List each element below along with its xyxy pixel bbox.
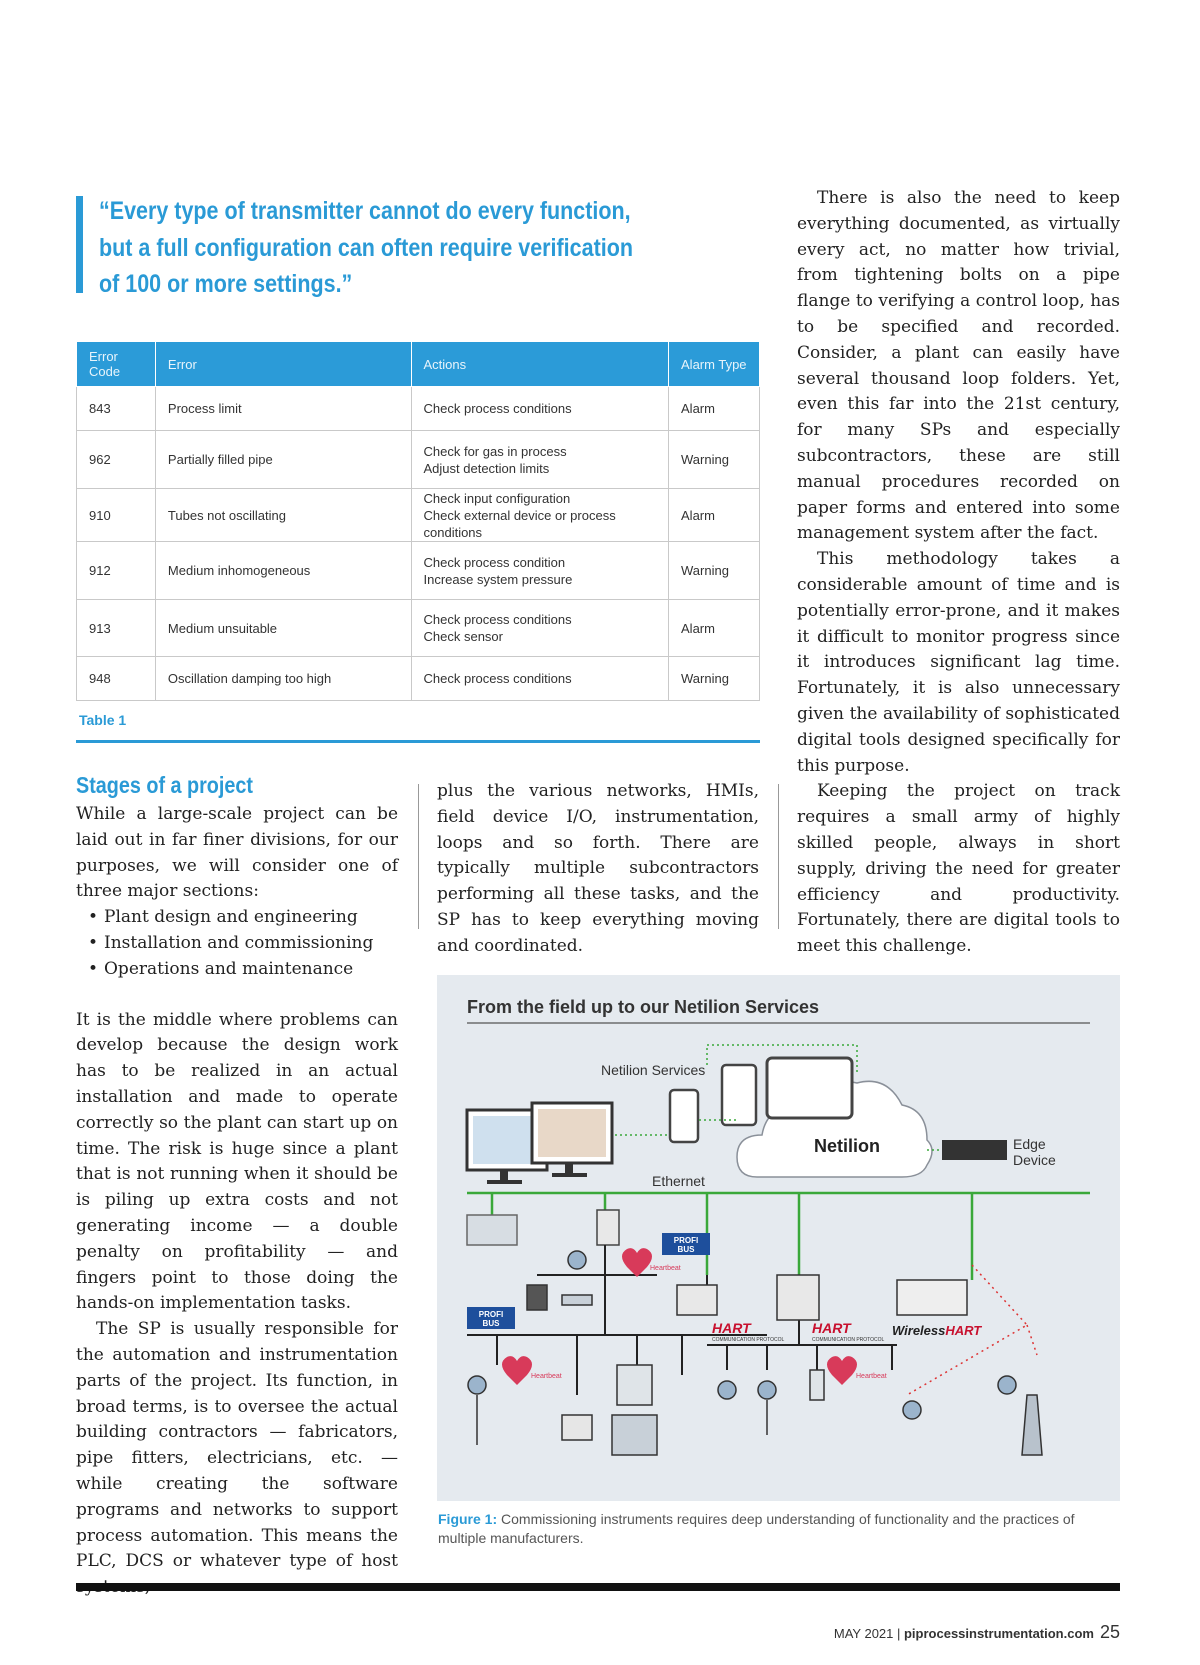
footer-website: piprocessinstrumentation.com xyxy=(903,1626,1094,1641)
wirelesshart-text xyxy=(892,1323,982,1338)
heartbeat-logo xyxy=(502,1356,562,1385)
edge-device-label: Edge xyxy=(1013,1136,1046,1152)
actions-cell xyxy=(411,489,669,542)
heartbeat-text: Heartbeat xyxy=(531,1373,562,1380)
actions-cell xyxy=(411,431,669,489)
table-caption: Table 1 xyxy=(79,712,127,728)
io-module-icon xyxy=(677,1285,717,1315)
valve-actuator-icon xyxy=(617,1365,652,1405)
action-line: Check process conditions xyxy=(423,671,572,686)
error-cell: Medium inhomogeneous xyxy=(155,542,411,600)
netilion-services-label: Netilion Services xyxy=(601,1062,706,1078)
alarm-type-cell: Warning xyxy=(669,431,760,489)
error-code-cell: 962 xyxy=(77,431,156,489)
table-row xyxy=(77,431,760,489)
wireless-gateway-icon xyxy=(897,1280,967,1315)
pull-quote xyxy=(99,193,667,303)
table-row xyxy=(77,387,760,431)
error-code-cell: 948 xyxy=(77,657,156,701)
stages-list xyxy=(76,905,398,982)
actions-cell xyxy=(411,657,669,701)
heartbeat-text: Heartbeat xyxy=(856,1373,887,1380)
footer-rule xyxy=(76,1583,1120,1591)
actions-cell xyxy=(411,600,669,657)
error-cell: Tubes not oscillating xyxy=(155,489,411,542)
error-cell: Process limit xyxy=(155,387,411,431)
list-item: • Installation and commissioning xyxy=(88,931,398,957)
column-1 xyxy=(76,773,398,1601)
page-number: 25 xyxy=(1099,1622,1120,1642)
error-cell: Partially filled pipe xyxy=(155,431,411,489)
pull-quote-line: of 100 or more settings.” xyxy=(99,270,353,298)
hart-subtext: COMMUNICATION PROTOCOL xyxy=(812,1337,885,1343)
sensor-icon xyxy=(810,1370,824,1400)
figure-title: From the field up to our Netilion Services xyxy=(467,997,820,1017)
action-line: Check sensor xyxy=(423,629,503,644)
col-header-error-code: Error Code xyxy=(77,342,156,387)
transmitter-icon xyxy=(758,1381,776,1399)
col-header-error: Error xyxy=(155,342,411,387)
edge-device-icon xyxy=(942,1140,1007,1160)
hart-text: HART xyxy=(812,1320,851,1336)
column-3 xyxy=(797,186,1120,1060)
display-unit-icon xyxy=(562,1415,592,1440)
error-code-table xyxy=(76,341,760,701)
ethernet-drops xyxy=(492,1193,972,1285)
action-line: Adjust detection limits xyxy=(423,460,550,476)
action-line: Check process condition xyxy=(423,554,566,570)
paragraph: While a large-scale project can be laid out in far finer divisions, for our purposes, we will consider one of three major sections: xyxy=(76,804,398,902)
field-instruments xyxy=(468,1251,1042,1455)
transmitter-icon xyxy=(718,1381,736,1399)
pull-quote-line: but a full configuration can often require verification xyxy=(99,233,633,262)
table-header-row xyxy=(77,342,760,387)
pull-quote-line: “Every type of transmitter cannot do every function, xyxy=(99,197,631,225)
column-divider xyxy=(418,784,419,929)
hart-subtext: COMMUNICATION PROTOCOL xyxy=(712,1337,785,1343)
tablet-icon xyxy=(722,1065,756,1125)
list-item: • Plant design and engineering xyxy=(88,905,398,931)
section-heading-stages: Stages of a project xyxy=(76,772,253,798)
hart-gateway-icon xyxy=(777,1275,819,1320)
radar-level-icon xyxy=(1022,1395,1042,1455)
table-row xyxy=(77,542,760,600)
alarm-type-cell: Alarm xyxy=(669,489,760,542)
page-footer xyxy=(834,1622,1120,1643)
profibus-text: BUS xyxy=(677,1245,695,1254)
action-line: Check process conditions xyxy=(423,612,572,627)
profibus-logo xyxy=(662,1233,710,1255)
column-divider xyxy=(778,784,779,929)
action-line: Increase system pressure xyxy=(423,571,573,587)
transmitter-icon xyxy=(468,1376,486,1394)
heartbeat-text: Heartbeat xyxy=(650,1265,681,1272)
transmitter-icon xyxy=(998,1376,1016,1394)
transmitter-icon xyxy=(903,1401,921,1419)
heartbeat-logo xyxy=(827,1356,887,1385)
action-line: Check external device or process conditions xyxy=(423,507,616,540)
table-row xyxy=(77,657,760,701)
wirelesshart-text-part: HART xyxy=(945,1323,982,1338)
profibus-text: PROFI xyxy=(478,1310,504,1319)
gateway-icon xyxy=(597,1210,619,1245)
paragraph: This methodology takes a considerable amount of time and is potentially error-prone, and it makes it difficult to monitor progress since it introduces significant lag time. Fortunately, it is also unnecessary given the availability of sophisticated digital tools designed specifically for this purpose. xyxy=(797,549,1120,776)
list-item: • Operations and maintenance xyxy=(88,957,398,983)
table-rule xyxy=(76,740,760,743)
error-cell: Oscillation damping too high xyxy=(155,657,411,701)
tablet-icon xyxy=(767,1058,852,1118)
wirelesshart-text-part: Wireless xyxy=(892,1323,946,1338)
error-code-cell: 912 xyxy=(77,542,156,600)
io-module-icon xyxy=(527,1285,547,1310)
flowmeter-body-icon xyxy=(562,1295,592,1305)
actions-cell xyxy=(411,542,669,600)
valve-body-icon xyxy=(612,1415,657,1455)
figure-caption-label: Figure 1: xyxy=(438,1511,498,1527)
actions-cell xyxy=(411,387,669,431)
hart-logo xyxy=(712,1320,785,1343)
alarm-type-cell: Warning xyxy=(669,657,760,701)
paragraph: It is the middle where problems can develop because the design work has to be realized in an actual installation and made to operate correctly so the plant can start up on time. The risk is huge since a plant that is not running when it should be is piling up extra costs and not generating income — a double penalty on profitability — and fingers point to those doing the hands-on implementation tasks. xyxy=(76,1009,398,1314)
footer-date: MAY 2021 | xyxy=(833,1626,904,1641)
table-row xyxy=(77,489,760,542)
error-code-cell: 910 xyxy=(77,489,156,542)
network-diagram xyxy=(437,975,1120,1501)
error-code-cell: 843 xyxy=(77,387,156,431)
profibus-text: BUS xyxy=(482,1319,500,1328)
paragraph: There is also the need to keep everything documented, as virtually every act, no matter how trivial, from tightening bolts on a pipe flange to verifying a control loop, has to be specified and recorded. Consider, a plant can easily have several thousand loop folders. Yet, even this far into the 21st century, for many SPs and especially subcontractors, these are still manual procedures recorded on paper forms and entered into some management system after the fact. xyxy=(797,188,1120,544)
table-row xyxy=(77,600,760,657)
netilion-label: Netilion xyxy=(814,1136,880,1156)
col-header-alarm-type: Alarm Type xyxy=(669,342,760,387)
plc-icon xyxy=(467,1215,517,1245)
hart-logo xyxy=(812,1320,885,1343)
error-cell: Medium unsuitable xyxy=(155,600,411,657)
col-header-actions: Actions xyxy=(411,342,669,387)
figure-caption xyxy=(438,1510,1098,1548)
paragraph: Keeping the project on track requires a small army of highly skilled people, always in short supply, driving the need for greater efficiency and productivity. Fortunately, there are digital tools to meet this challenge. xyxy=(797,781,1120,957)
column-2 xyxy=(437,779,759,960)
smartphone-icon xyxy=(670,1090,698,1142)
wirelesshart-logo xyxy=(892,1323,982,1338)
alarm-type-cell: Warning xyxy=(669,542,760,600)
error-code-cell: 913 xyxy=(77,600,156,657)
paragraph: plus the various networks, HMIs, field device I/O, instrumentation, loops and so forth. There are typically multiple subcontractors performing all these tasks, and the SP has to keep everything moving and coordinated. xyxy=(437,781,759,956)
ethernet-label: Ethernet xyxy=(652,1173,705,1189)
flowmeter-icon xyxy=(568,1251,586,1269)
action-line: Check input configuration xyxy=(423,490,571,506)
alarm-type-cell: Alarm xyxy=(669,387,760,431)
paragraph: The SP is usually responsible for the automation and instrumentation parts of the project. Its function, in broad terms, is to oversee the actual building contractors — fabricators, pipe fitters, electricians, etc. — while creating the software programs and networks to support process automation. This means the PLC, DCS or whatever type of host xyxy=(76,1319,398,1572)
profibus-logo xyxy=(467,1307,515,1329)
hart-text: HART xyxy=(712,1320,751,1336)
action-line: Check process conditions xyxy=(423,401,572,416)
action-line: Check for gas in process xyxy=(423,443,567,459)
pull-quote-accent-bar xyxy=(76,196,83,293)
edge-device-label: Device xyxy=(1013,1152,1056,1168)
figure-netilion-diagram xyxy=(437,975,1120,1501)
profibus-text: PROFI xyxy=(673,1236,699,1245)
alarm-type-cell: Alarm xyxy=(669,600,760,657)
figure-caption-text: Commissioning instruments requires deep understanding of functionality and the practices of multiple manufacturers. xyxy=(438,1511,1075,1546)
